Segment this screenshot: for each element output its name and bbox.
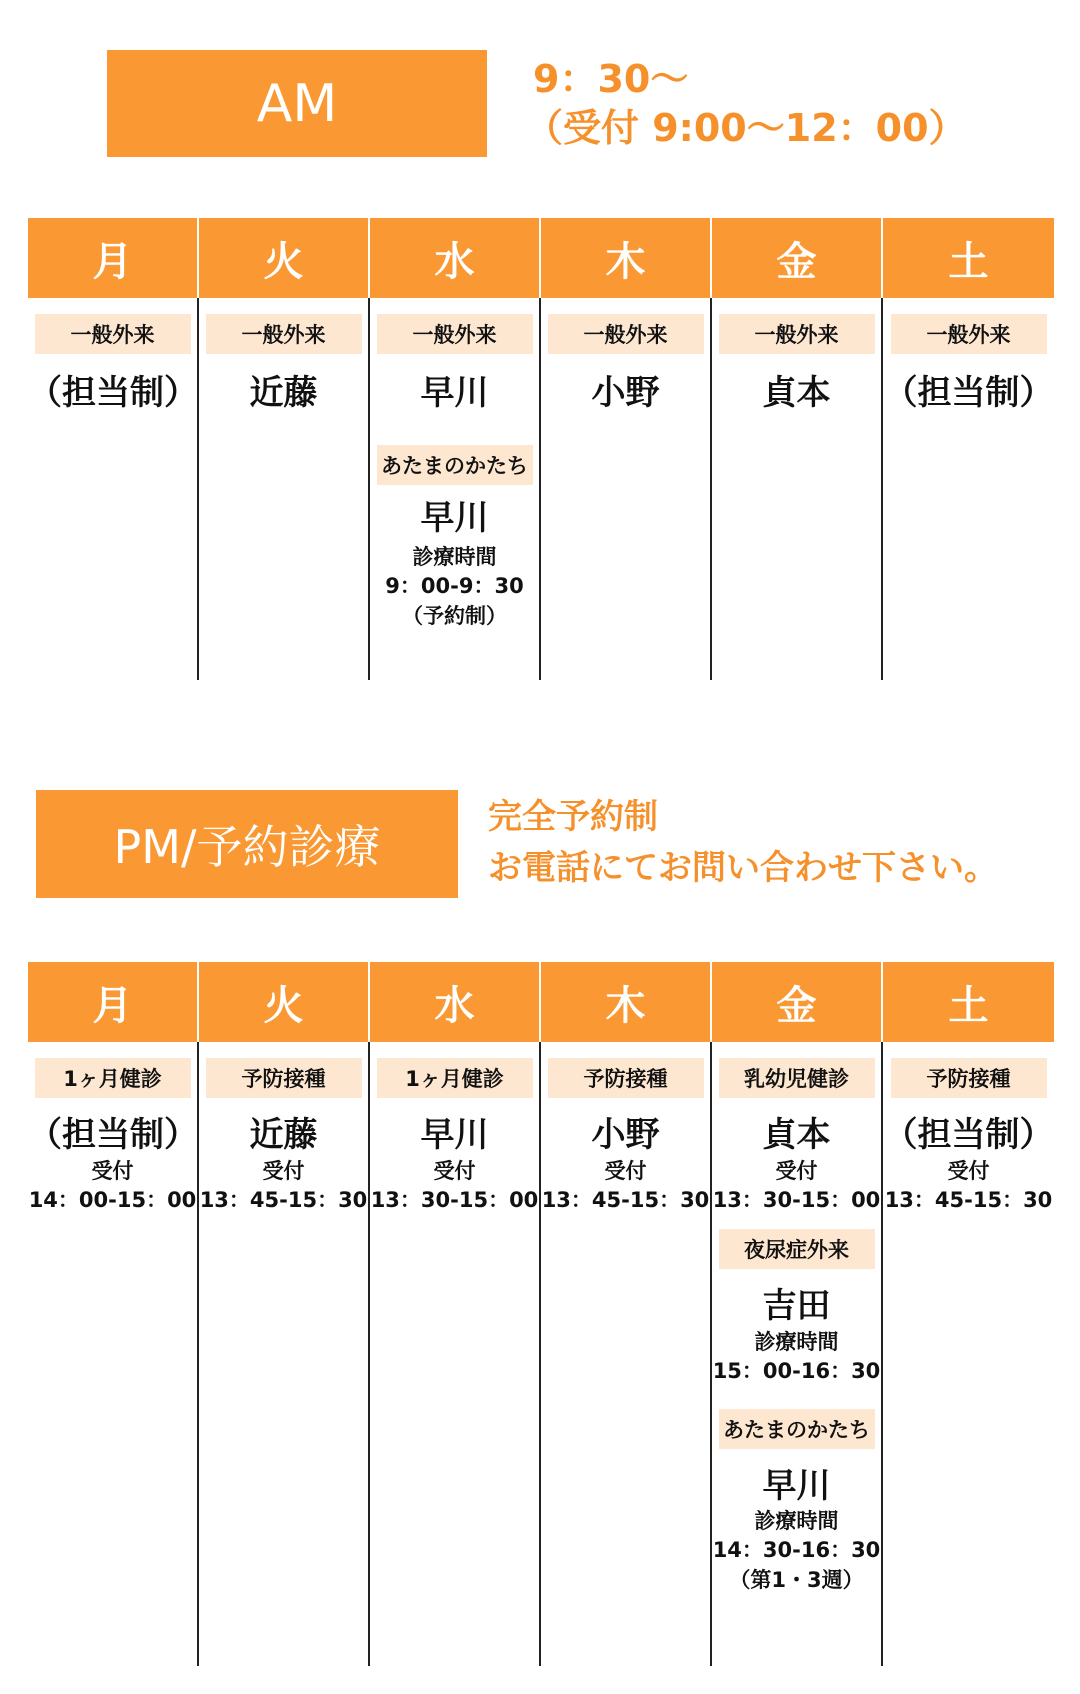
am-day-tue: 火 — [199, 218, 370, 298]
am-col-sat — [883, 298, 1054, 680]
reception-label: 受付 — [947, 1158, 990, 1183]
am-hours-line1: 9：30～ — [533, 57, 689, 101]
pm-col-sat — [883, 1042, 1054, 1666]
hours-label: 診療時間 — [754, 1329, 839, 1354]
reception-label: 受付 — [604, 1158, 647, 1183]
reception-hours: 13：45-15：30 — [884, 1187, 1053, 1212]
doctor-name: （担当制） — [883, 373, 1054, 413]
pm-col-mon — [28, 1042, 199, 1666]
service-tag: 一般外来 — [35, 314, 191, 354]
am-schedule-table — [28, 218, 1054, 680]
service-tag-head-shape: あたまのかたち — [377, 445, 533, 485]
am-hours — [525, 55, 967, 154]
am-hours-line2: （受付 9:00～12：00） — [525, 106, 967, 151]
pm-badge-label: PM/予約診療 — [113, 820, 381, 874]
am-col-thu — [541, 298, 712, 680]
doctor-name: 早川 — [420, 497, 489, 538]
pm-col-thu — [541, 1042, 712, 1666]
hours-label: 診療時間 — [412, 545, 497, 569]
doctor-name: 貞本 — [762, 1115, 831, 1155]
service-tag: 乳幼児健診 — [719, 1058, 875, 1098]
pm-note-line1: 完全予約制 — [488, 797, 658, 837]
reception-hours: 13：30-15：00 — [370, 1187, 539, 1212]
hours-value: 15：00-16：30 — [712, 1359, 881, 1384]
pm-col-fri — [712, 1042, 883, 1666]
pm-col-wed — [370, 1042, 541, 1666]
hours-label: 診療時間 — [754, 1509, 839, 1534]
service-tag: 一般外来 — [719, 314, 875, 354]
pm-table-body — [28, 1042, 1054, 1666]
service-tag-head-shape: あたまのかたち — [719, 1409, 875, 1449]
pm-day-sat: 土 — [948, 982, 989, 1029]
reception-hours: 13：30-15：00 — [712, 1187, 881, 1212]
pm-day-fri: 金 — [712, 962, 883, 1042]
am-day-wed: 水 — [370, 218, 541, 298]
am-col-fri — [712, 298, 883, 680]
am-col-mon — [28, 298, 199, 680]
doctor-name: 早川 — [420, 373, 489, 413]
am-table-header — [28, 218, 1054, 298]
pm-table-header — [28, 962, 1054, 1042]
reception-hours: 13：45-15：30 — [541, 1187, 710, 1212]
service-tag: 1ヶ月健診 — [377, 1058, 533, 1098]
service-tag: 予防接種 — [891, 1058, 1047, 1098]
doctor-name: （担当制） — [28, 373, 198, 413]
service-tag-enuresis: 夜尿症外来 — [719, 1229, 875, 1269]
service-tag: 予防接種 — [206, 1058, 362, 1098]
am-day-mon: 月 — [28, 218, 199, 298]
doctor-name: 貞本 — [762, 373, 831, 413]
pm-day-wed: 水 — [370, 962, 541, 1042]
service-tag: 一般外来 — [548, 314, 704, 354]
doctor-name: （担当制） — [883, 1115, 1054, 1155]
service-tag: 一般外来 — [206, 314, 362, 354]
hours-value: 9：00-9：30 — [385, 574, 524, 599]
reception-hours: 13：45-15：30 — [199, 1187, 368, 1212]
pm-note-line2: お電話にてお問い合わせ下さい。 — [488, 848, 998, 888]
hours-value: 14：30-16：30 — [712, 1538, 881, 1563]
reception-hours: 14：00-15：00 — [28, 1187, 197, 1212]
doctor-name: 吉田 — [762, 1286, 831, 1327]
doctor-name: 早川 — [762, 1465, 831, 1506]
doctor-name: 早川 — [420, 1115, 489, 1155]
am-day-sat: 土 — [948, 238, 989, 285]
reception-label: 受付 — [262, 1158, 305, 1183]
pm-day-mon: 月 — [28, 962, 199, 1042]
service-tag: 一般外来 — [377, 314, 533, 354]
pm-col-tue — [199, 1042, 370, 1666]
service-tag: 1ヶ月健診 — [35, 1058, 191, 1098]
reception-label: 受付 — [433, 1158, 476, 1183]
am-day-thu: 木 — [541, 218, 712, 298]
am-day-fri: 金 — [712, 218, 883, 298]
pm-day-thu: 木 — [541, 962, 712, 1042]
pm-day-tue: 火 — [199, 962, 370, 1042]
pm-badge — [36, 790, 458, 898]
doctor-name: 近藤 — [249, 373, 318, 413]
am-badge-label: AM — [256, 73, 338, 134]
doctor-name: 小野 — [591, 1115, 660, 1155]
am-col-tue — [199, 298, 370, 680]
reception-label: 受付 — [775, 1158, 818, 1183]
doctor-name: 近藤 — [249, 1115, 318, 1155]
am-col-wed — [370, 298, 541, 680]
doctor-name: 小野 — [591, 373, 660, 413]
am-badge — [107, 50, 487, 157]
am-table-body — [28, 298, 1054, 680]
reception-label: 受付 — [91, 1158, 134, 1183]
pm-schedule-table — [28, 962, 1054, 1666]
service-tag: 予防接種 — [548, 1058, 704, 1098]
doctor-name: （担当制） — [28, 1115, 198, 1155]
service-tag: 一般外来 — [891, 314, 1047, 354]
pm-note — [488, 792, 998, 894]
week-note: （第1・3週） — [729, 1567, 864, 1592]
reservation-note: （予約制） — [402, 603, 507, 628]
